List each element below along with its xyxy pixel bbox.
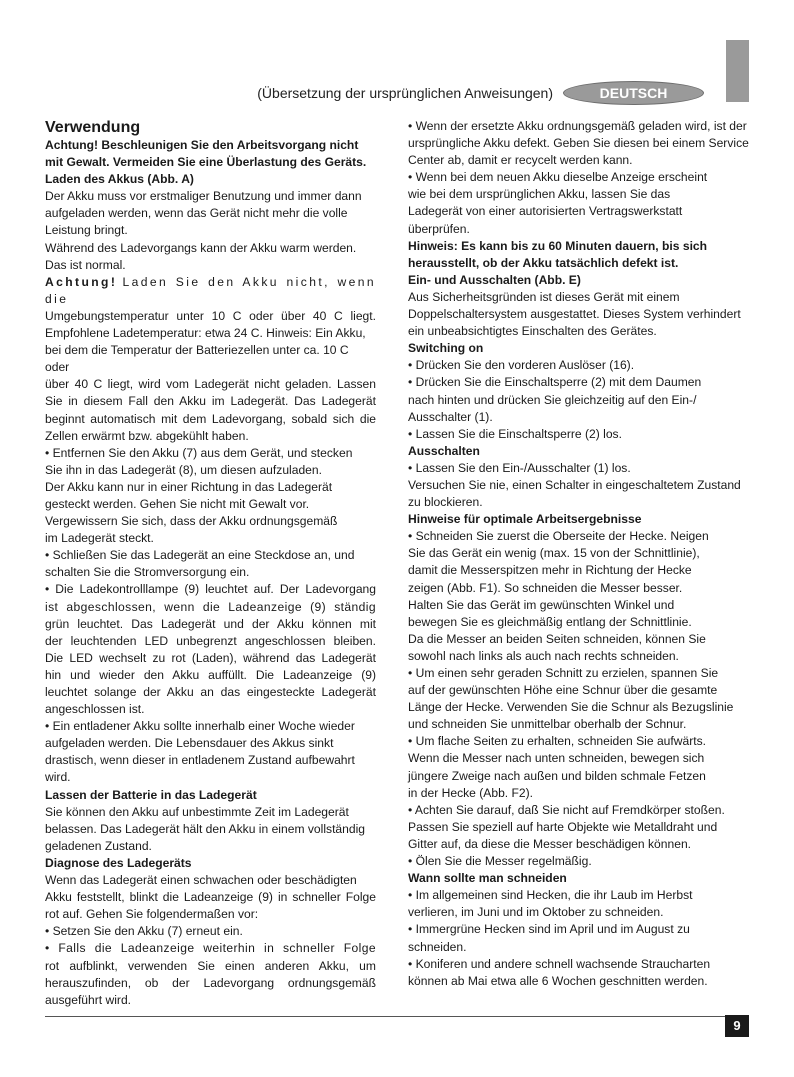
text-line: ausgeführt wird. [45,992,132,1007]
right-column [408,118,749,990]
text-line: geladenen Zustand. [45,838,152,853]
text-line: jüngere Zweige nach außen und bilden schmale Fetzen [408,768,706,783]
list-item: • Immergrüne Hecken sind im April und im August zu [408,922,690,937]
text-line: drastisch, wenn dieser in entladenem Zustand aufbewahrt [45,753,355,768]
list-item: • Setzen Sie den Akku (7) erneut ein. [45,924,243,939]
hint-line: Hinweis: Es kann bis zu 60 Minuten dauern, bis sich [408,238,708,253]
text-line: im Ladegerät steckt. [45,531,154,546]
text-line: Aus Sicherheitsgründen ist dieses Gerät mit einem [408,289,680,304]
text-line: ein unbeabsichtigtes Einschalten des Gerätes. [408,324,657,339]
text-line: verlieren, im Juni und im Oktober zu schneiden. [408,905,664,920]
text-line: Achtung! Laden Sie den Akku nicht, wenn die [45,274,376,306]
text-line: nach hinten und drücken Sie gleichzeitig auf den Ein-/ [408,392,697,407]
language-badge: DEUTSCH [563,81,704,105]
text-line: Sie das Gerät ein wenig (max. 15 von der Schnittlinie), [408,546,700,561]
text-line: Die LED wechselt zu rot (Laden), während das Ladegerät [45,650,376,665]
text-line: Der Akku kann nur in einer Richtung in das Ladegerät [45,479,333,494]
on-off-heading: Ein- und Ausschalten (Abb. E) [408,272,581,287]
text-line: zu blockieren. [408,495,483,510]
text-line: aufgeladen werden, wenn das Gerät nicht mehr die volle [45,206,348,221]
text-line: Wenn das Ladegerät einen schwachen oder beschädigten [45,873,357,888]
text-line: Doppelschaltersystem ausgestattet. Dieses System verhindert [408,307,741,322]
page-header [0,80,794,108]
warning-line: mit Gewalt. Vermeiden Sie eine Überlastung des Geräts. [45,155,367,170]
text-line: über 40 C liegt, wird vom Ladegerät nicht geladen. Lassen [45,377,376,392]
footer-divider [45,1016,749,1017]
text-line: Während des Ladevorgangs kann der Akku warm werden. [45,240,357,255]
switching-off-heading: Ausschalten [408,443,480,458]
text-line: Sie können den Akku auf unbestimmte Zeit im Ladegerät [45,804,349,819]
text-line: Akku feststellt, blinkt die Ladeanzeige (9) in schneller Folge [45,890,376,905]
list-item: • Schneiden Sie zuerst die Oberseite der Hecke. Neigen [408,529,709,544]
text-line: Sie ihn in das Ladegerät (8), um diesen aufzuladen. [45,462,322,477]
list-item: • Wenn der ersetzte Akku ordnungsgemäß geladen wird, ist der [408,119,747,133]
list-item: • Um flache Seiten zu erhalten, schneiden Sie aufwärts. [408,734,707,749]
text-line: Der Akku muss vor erstmaliger Benutzung und immer dann [45,189,362,204]
list-item: • Ölen Sie die Messer regelmäßig. [408,854,592,869]
charging-heading: Laden des Akkus (Abb. A) [45,172,194,187]
text-line: schneiden. [408,939,467,954]
text-line: bewegen Sie es gleichmäßig entlang der Schnittlinie. [408,614,692,629]
text-line: bei dem die Temperatur der Batteriezellen unter ca. 10 C oder [45,343,349,375]
text-line: schalten Sie die Stromversorgung ein. [45,565,250,580]
text-line: Ladegerät von einer autorisierten Vertragswerkstatt [408,204,683,219]
text-line: Ausschalter (1). [408,409,493,424]
warning-line: Achtung! Beschleunigen Sie den Arbeitsvorgang nicht [45,138,359,152]
when-to-cut-heading: Wann sollte man schneiden [408,871,567,886]
text-line: sowohl nach links als auch nach rechts schneiden. [408,648,679,663]
section-title: Verwendung [45,119,141,136]
text-line: hin und wieder den Akku auffüllt. Die Ladeanzeige (9) [45,667,376,682]
text-line: belassen. Das Ladegerät hält den Akku in einem vollständig [45,821,366,836]
text-line: wird. [45,770,71,785]
text-line: ist abgeschlossen, wenn die Ladeanzeige (9) ständig [45,599,376,614]
text-line: auf der gewünschten Höhe eine Schnur über die gesamte [408,683,718,698]
list-item: • Wenn bei dem neuen Akku dieselbe Anzeige erscheint [408,170,708,185]
text-line: Empfohlene Ladetemperatur: etwa 24 C. Hinweis: Ein Akku, [45,326,366,341]
text-line: Vergewissern Sie sich, dass der Akku ordnungsgemäß [45,514,338,529]
text-line: Halten Sie das Gerät im gewünschten Winkel und [408,597,675,612]
text-line: grün leuchtet. Das Ladegerät und der Akku können mit [45,616,376,631]
leaving-heading: Lassen der Batterie in das Ladegerät [45,787,257,802]
text-line: rot aufblinkt, verwenden Sie einen anderen Akku, um [45,958,376,973]
text-line: Das ist normal. [45,257,126,272]
text-line: Umgebungstemperatur unter 10 C oder über 40 C liegt. [45,308,376,323]
list-item: • Entfernen Sie den Akku (7) aus dem Gerät, und stecken [45,445,353,460]
text-line: Passen Sie speziell auf harte Objekte wie Metalldraht und [408,819,718,834]
text-line: Sie in diesem Fall den Akku im Ladegerät. Das Ladegerät [45,394,376,409]
left-column [45,118,376,1009]
text-line: damit die Messerspitzen mehr in Richtung der Hecke [408,563,692,578]
text-line: Leistung bringt. [45,223,128,238]
text-line: angeschlossen ist. [45,702,145,717]
caution-label: Achtung! [45,274,118,289]
list-item: • Lassen Sie die Einschaltsperre (2) los. [408,426,622,441]
list-item: • Die Ladekontrolllampe (9) leuchtet auf. Der Ladevorgang [45,582,376,597]
text-line: Center ab, damit er recycelt werden kann. [408,153,633,168]
text-line: beginnt automatisch mit dem Ladevorgang, sobald sich die [45,411,376,426]
list-item: • Schließen Sie das Ladegerät an eine Steckdose an, und [45,548,355,563]
list-item: • Lassen Sie den Ein-/Ausschalter (1) los. [408,460,631,475]
list-item: • Um einen sehr geraden Schnitt zu erzielen, spannen Sie [408,666,719,680]
text-line: Länge der Hecke. Verwenden Sie die Schnur als Bezugslinie [408,700,734,715]
text-line: Versuchen Sie nie, einen Schalter in eingeschaltetem Zustand [408,477,741,492]
text-line: ursprüngliche Akku defekt. Geben Sie diesen bei einem Service [408,136,749,151]
text-line: Wenn die Messer nach unten schneiden, bewegen sich [408,751,705,766]
text-line: und schneiden Sie unmittelbar oberhalb der Schnur. [408,717,687,732]
list-item: • Koniferen und andere schnell wachsende Straucharten [408,956,711,971]
list-item: • Im allgemeinen sind Hecken, die ihr Laub im Herbst [408,888,693,903]
list-item: • Ein entladener Akku sollte innerhalb einer Woche wieder [45,719,355,734]
list-item: • Drücken Sie die Einschaltsperre (2) mit dem Daumen [408,375,702,390]
switching-on-heading: Switching on [408,341,484,356]
diagnosis-heading: Diagnose des Ladegeräts [45,855,192,870]
translation-note: (Übersetzung der ursprünglichen Anweisungen) [257,85,553,101]
page-number: 9 [725,1015,749,1037]
list-item: • Drücken Sie den vorderen Auslöser (16). [408,358,635,373]
text-line: wie bei dem ursprünglichen Akku, lassen Sie das [408,187,671,202]
text-line: herauszufinden, ob der Ladevorgang ordnungsgemäß [45,975,376,990]
text-line: Gitter auf, da diese die Messer beschädigen können. [408,836,692,851]
list-item: • Falls die Ladeanzeige weiterhin in schneller Folge [45,941,376,956]
text-line: Zellen erwärmt bzw. abgekühlt haben. [45,428,249,443]
text-line: Da die Messer an beiden Seiten schneiden, können Sie [408,631,706,646]
text-line: können ab Mai etwa alle 6 Wochen geschnitten werden. [408,973,708,988]
text-line: rot auf. Gehen Sie folgendermaßen vor: [45,907,259,922]
hint-line: herausstellt, ob der Akku tatsächlich defekt ist. [408,255,679,270]
text-line: aufgeladen werden. Die Lebensdauer des Akkus sinkt [45,736,334,751]
text-line: leuchtet solange der Akku an das eingesteckte Ladegerät [45,685,376,699]
text-line: gesteckt werden. Gehen Sie nicht mit Gewalt vor. [45,496,310,511]
text-line: in der Hecke (Abb. F2). [408,785,534,800]
text-line: der leuchtenden LED unbegrenzt angeschlossen bleiben. [45,633,376,648]
text-line: zeigen (Abb. F1). So schneiden die Messer besser. [408,580,683,595]
list-item: • Achten Sie darauf, daß Sie nicht auf Fremdkörper stoßen. [408,802,725,817]
tips-heading: Hinweise für optimale Arbeitsergebnisse [408,512,642,527]
text-line: überprüfen. [408,221,470,236]
